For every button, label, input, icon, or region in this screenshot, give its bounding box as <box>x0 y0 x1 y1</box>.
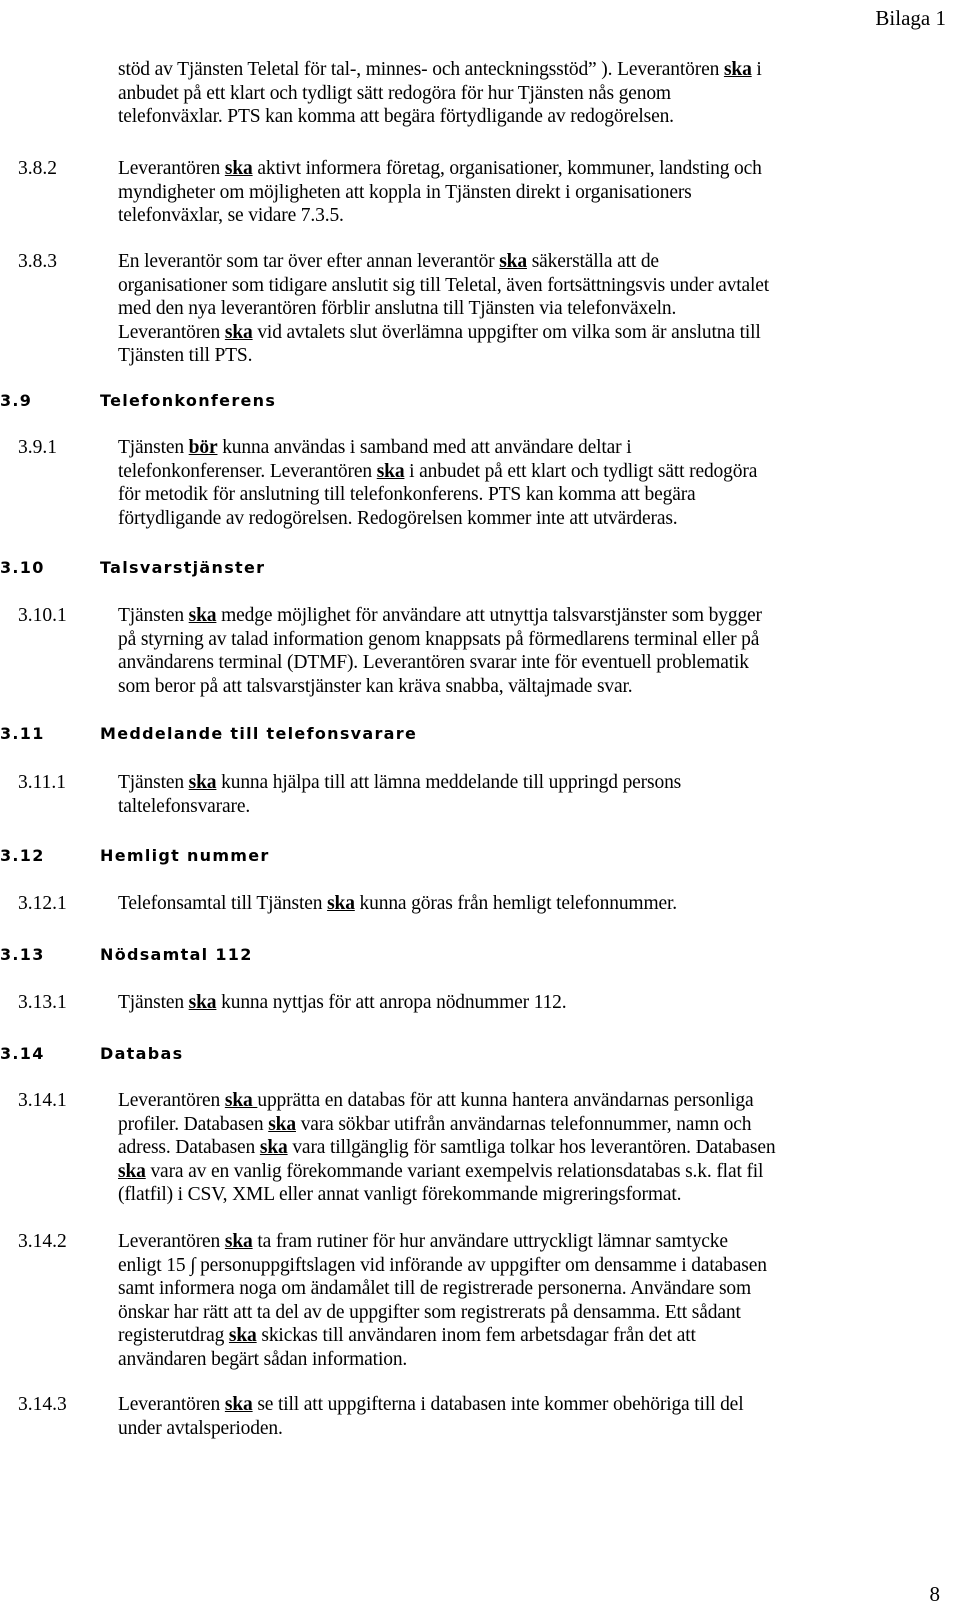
text-segment: vara tillgänglig för samtliga tolkar hos leverantören. Databasen <box>287 1137 776 1158</box>
clause-text <box>118 250 938 368</box>
requirement-keyword: ska <box>188 772 217 793</box>
clause-text <box>118 771 938 818</box>
text-segment: med den nya leverantören förblir anslutna till Tjänsten via telefonväxeln. <box>118 298 677 319</box>
text-line <box>118 105 938 129</box>
text-segment: myndigheter om möjligheten att koppla in Tjänsten direkt i organisationers <box>118 181 692 203</box>
text-line <box>118 651 938 675</box>
text-segment: En leverantör som tar över efter annan leverantör <box>118 251 500 272</box>
section-title: Databas <box>100 1044 184 1063</box>
section-title: Talsvarstjänster <box>100 558 266 577</box>
text-segment: önskar har rätt att ta del av de uppgifter som registrerats på densamma. Ett sådant <box>118 1301 741 1323</box>
clause-number: 3.12.1 <box>18 893 67 914</box>
text-segment: på styrning av talad information genom knappsats på förmedlarens terminal eller på <box>118 628 760 650</box>
text-segment: för metodik för anslutning till telefonkonferens. PTS kan komma att begära <box>118 484 696 505</box>
text-segment: telefonkonferenser. Leverantören <box>118 460 377 482</box>
clause-text <box>118 1230 938 1371</box>
text-line <box>118 892 938 916</box>
requirement-keyword: ska <box>224 1090 258 1111</box>
text-line <box>118 1160 938 1184</box>
requirement-keyword: ska <box>228 1325 257 1346</box>
requirement-keyword: ska <box>224 1231 253 1252</box>
requirement-keyword: ska <box>224 1394 253 1415</box>
text-segment: Leverantören <box>118 1394 225 1415</box>
clause-text <box>118 991 938 1015</box>
section-heading-3-12 <box>0 846 960 868</box>
text-line <box>118 82 938 106</box>
page-number: 8 <box>929 1582 940 1606</box>
text-segment: skickas till användaren inom fem arbetsdagar från det att <box>256 1325 696 1346</box>
text-line <box>118 1393 938 1417</box>
text-line <box>118 250 938 274</box>
text-segment: användarens terminal (DTMF). Leverantören svarar inte för eventuell problematik <box>118 652 749 673</box>
text-line <box>118 1183 938 1207</box>
text-line <box>118 1277 938 1301</box>
requirement-keyword: ska <box>224 158 253 179</box>
text-line <box>118 675 938 699</box>
section-number: 3.12 <box>0 846 45 865</box>
text-line <box>118 436 938 460</box>
text-segment: stöd av Tjänsten Teletal för tal-, minnes- och anteckningsstöd” ). Leverantören <box>118 59 724 80</box>
text-segment: adress. Databasen <box>118 1137 260 1158</box>
section-number: 3.9 <box>0 391 33 410</box>
section-heading-3-13 <box>0 945 960 967</box>
clause-number: 3.9.1 <box>18 437 57 458</box>
text-line <box>118 991 938 1015</box>
text-segment: profiler. Databasen <box>118 1113 269 1135</box>
text-line <box>118 58 938 82</box>
text-segment: Leverantören <box>118 321 225 343</box>
text-line <box>118 1324 938 1348</box>
text-segment: telefonväxlar, se vidare 7.3.5. <box>118 205 344 226</box>
text-segment: Tjänsten till PTS. <box>118 345 253 366</box>
text-segment: vid avtalets slut överlämna uppgifter om vilka som är anslutna till <box>252 321 761 343</box>
text-line <box>118 483 938 507</box>
text-segment: Leverantören <box>118 158 225 179</box>
text-segment: Tjänsten <box>118 992 189 1013</box>
clause-number: 3.14.3 <box>18 1394 67 1415</box>
text-segment: förtydligande av redogörelsen. Redogörelsen kommer inte att utvärderas. <box>118 507 678 529</box>
text-segment: samt informera noga om ändamålet till de registrerade personerna. Användare som <box>118 1278 752 1299</box>
clause-text <box>118 157 938 228</box>
text-segment: vara sökbar utifrån användarnas telefonnummer, namn och <box>295 1113 752 1135</box>
text-line <box>118 1089 938 1113</box>
section-title: Meddelande till telefonsvarare <box>100 724 418 743</box>
text-segment: kunna nyttjas för att anropa nödnummer 112. <box>216 992 567 1013</box>
text-line <box>118 1230 938 1254</box>
text-segment: anbudet på ett klart och tydligt sätt redogöra för hur Tjänsten nås genom <box>118 82 671 104</box>
requirement-keyword: ska <box>327 893 355 914</box>
clause-number: 3.11.1 <box>18 772 67 793</box>
text-line <box>118 1301 938 1325</box>
text-segment: upprätta en databas för att kunna hantera användarnas personliga <box>257 1090 754 1111</box>
text-segment: kunna hjälpa till att lämna meddelande till uppringd persons <box>216 772 682 793</box>
text-segment: Leverantören <box>118 1090 225 1111</box>
text-segment: organisationer som tidigare anslutit sig till Teletal, även fortsättningsvis under avtalet <box>118 274 770 296</box>
text-segment: ta fram rutiner för hur användare uttryckligt lämnar samtycke <box>252 1231 728 1252</box>
clause-text <box>118 58 938 129</box>
text-segment: aktivt informera företag, organisationer, kommuner, landsting och <box>252 158 762 179</box>
text-line <box>118 1417 938 1441</box>
requirement-keyword: ska <box>188 605 217 626</box>
section-number: 3.11 <box>0 724 45 743</box>
section-number: 3.10 <box>0 558 45 577</box>
text-line <box>118 1136 938 1160</box>
requirement-keyword: ska <box>499 251 527 272</box>
text-segment: Telefonsamtal till Tjänsten <box>118 893 328 914</box>
text-segment: Leverantören <box>118 1231 225 1252</box>
clause-text <box>118 604 938 698</box>
text-line <box>118 1254 938 1278</box>
section-heading-3-10 <box>0 558 960 580</box>
text-segment: se till att uppgifterna i databasen inte kommer obehöriga till del <box>252 1394 744 1415</box>
text-segment: kunna användas i samband med att användare deltar i <box>217 437 632 458</box>
text-segment: Tjänsten <box>118 772 189 793</box>
section-heading-3-11 <box>0 724 960 746</box>
requirement-keyword: ska <box>118 1160 146 1182</box>
text-segment: taltelefonsvarare. <box>118 795 251 817</box>
text-line <box>118 297 938 321</box>
clause-number: 3.8.2 <box>18 158 57 179</box>
text-segment: registerutdrag <box>118 1325 229 1346</box>
requirement-keyword: ska <box>259 1137 288 1158</box>
section-heading-3-9 <box>0 391 960 413</box>
text-segment: säkerställa att de <box>526 251 659 272</box>
text-line <box>118 604 938 628</box>
text-segment: som beror på att talsvarstjänster kan kräva snabba, vältajmade svar. <box>118 675 633 697</box>
clause-text <box>118 1089 938 1207</box>
section-title: Telefonkonferens <box>100 391 277 410</box>
text-segment: medge möjlighet för användare att utnyttja talsvarstjänster som bygger <box>216 605 762 626</box>
section-title: Nödsamtal 112 <box>100 945 253 964</box>
text-segment: telefonväxlar. PTS kan komma att begära förtydligande av redogörelsen. <box>118 106 674 127</box>
requirement-keyword: bör <box>188 437 218 458</box>
text-line <box>118 1348 938 1372</box>
text-segment: i anbudet på ett klart och tydligt sätt redogöra <box>404 460 758 482</box>
clause-text <box>118 436 938 530</box>
requirement-keyword: ska <box>376 460 405 482</box>
requirement-keyword: ska <box>268 1113 296 1135</box>
text-line <box>118 157 938 181</box>
requirement-keyword: ska <box>723 59 752 80</box>
requirement-keyword: ska <box>224 321 253 343</box>
text-line <box>118 460 938 484</box>
text-segment: enligt 15 ∫ personuppgiftslagen vid införande av uppgifter om densamme i databasen <box>118 1254 767 1276</box>
text-segment: i <box>751 59 762 80</box>
clause-number: 3.10.1 <box>18 605 67 626</box>
text-line <box>118 795 938 819</box>
section-title: Hemligt nummer <box>100 846 270 865</box>
text-line <box>118 344 938 368</box>
text-line <box>118 507 938 531</box>
requirement-keyword: ska <box>188 992 217 1013</box>
text-line <box>118 771 938 795</box>
clause-number: 3.8.3 <box>18 251 57 272</box>
text-line <box>118 181 938 205</box>
text-segment: Tjänsten <box>118 605 189 626</box>
text-segment: vara av en vanlig förekommande variant exempelvis relationsdatabas s.k. flat fil <box>145 1160 764 1182</box>
section-number: 3.13 <box>0 945 45 964</box>
text-line <box>118 274 938 298</box>
text-segment: (flatfil) i CSV, XML eller annat vanligt förekommande migreringsformat. <box>118 1184 682 1205</box>
text-segment: användaren begärt sådan information. <box>118 1348 408 1370</box>
appendix-label: Bilaga 1 <box>875 6 946 30</box>
text-segment: Tjänsten <box>118 437 189 458</box>
text-line <box>118 204 938 228</box>
clause-number: 3.14.2 <box>18 1231 67 1252</box>
text-line <box>118 628 938 652</box>
text-segment: under avtalsperioden. <box>118 1417 283 1439</box>
text-line <box>118 321 938 345</box>
section-number: 3.14 <box>0 1044 45 1063</box>
clause-text <box>118 1393 938 1440</box>
section-heading-3-14 <box>0 1044 960 1066</box>
text-line <box>118 1113 938 1137</box>
clause-text <box>118 892 938 916</box>
text-segment: kunna göras från hemligt telefonnummer. <box>354 893 677 914</box>
clause-number: 3.14.1 <box>18 1090 67 1111</box>
clause-number: 3.13.1 <box>18 992 67 1013</box>
